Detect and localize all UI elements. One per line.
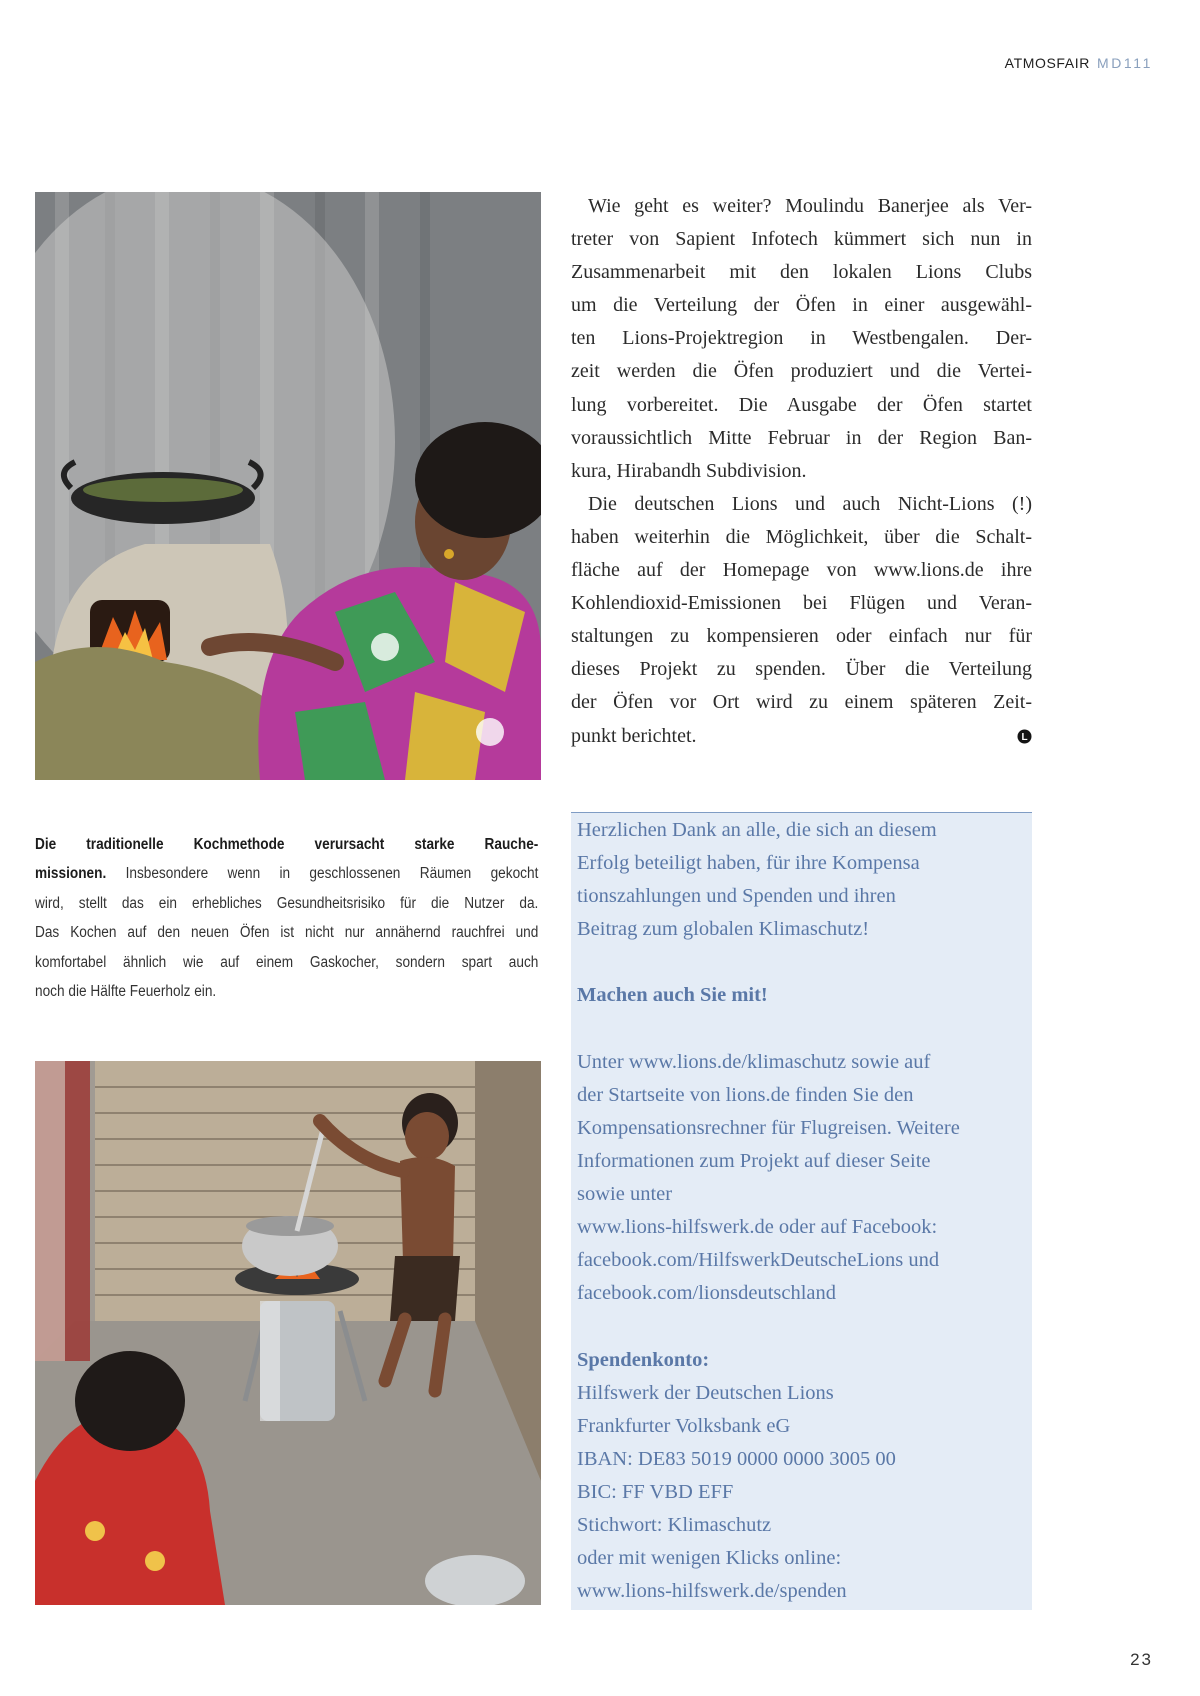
donation-info-box: [571, 812, 1032, 1610]
caption-text: wird, stellt das ein erhebliches Gesundheitsrisiko für die Nutzer da.: [35, 894, 539, 912]
info-line: Unter www.lions.de/klimaschutz sowie auf: [577, 1050, 931, 1073]
caption-text: noch die Hälfte Feuerholz ein.: [35, 982, 217, 1000]
svg-text:L: L: [1021, 731, 1028, 743]
caption-line: [35, 918, 538, 947]
caption-bold: missionen.: [35, 865, 107, 883]
account-line: Frankfurter Volksbank eG: [577, 1414, 791, 1437]
info-line: facebook.com/HilfswerkDeutscheLions und: [577, 1249, 940, 1272]
call-to-action: Machen auch Sie mit!: [577, 984, 768, 1007]
body-line: haben weiterhin die Möglichkeit, über die Schalt-: [571, 525, 1032, 548]
account-line: oder mit wenigen Klicks online:: [577, 1547, 842, 1570]
spacer: [577, 1310, 1032, 1343]
body-line: punkt berichtet.: [571, 724, 697, 747]
body-line: Kohlendioxid-Emissionen bei Flügen und Veran-: [571, 592, 1032, 615]
thanks-line: Beitrag zum globalen Klimaschutz!: [577, 918, 870, 941]
body-line: fläche auf der Homepage von www.lions.de ihre: [571, 559, 1032, 582]
running-header: [1005, 54, 1153, 72]
body-line: der Öfen vor Ort wird zu einem späteren Zeit-: [571, 691, 1032, 714]
info-line: Informationen zum Projekt auf dieser Seite: [577, 1149, 931, 1172]
photo-caption: [35, 830, 538, 1006]
account-line: IBAN: DE83 5019 0000 0000 3005 00: [577, 1447, 896, 1470]
body-line: ten Lions-Projektregion in Westbengalen. Der-: [571, 327, 1032, 350]
account-line: Stichwort: Klimaschutz: [577, 1513, 772, 1536]
account-line: BIC: FF VBD EFF: [577, 1480, 734, 1503]
body-line: dieses Projekt zu spenden. Über die Verteilung: [571, 658, 1032, 681]
body-line: treter von Sapient Infotech kümmert sich nun in: [571, 228, 1032, 251]
spacer: [577, 946, 1032, 979]
body-paragraph-2: [571, 488, 1032, 753]
thanks-line: Erfolg beteiligt haben, für ihre Kompensa: [577, 852, 920, 875]
info-line: www.lions-hilfswerk.de oder auf Facebook:: [577, 1216, 938, 1239]
caption-text: Das Kochen auf den neuen Öfen ist nicht nur annähernd rauchfrei und: [35, 924, 539, 942]
body-line: Wie geht es weiter? Moulindu Banerjee als Ver-: [588, 195, 1032, 217]
caption-bold: Die traditionelle Kochmethode verursacht starke Rauche-: [35, 836, 539, 853]
lions-endmark-icon: [1017, 729, 1032, 744]
thanks-line: Herzlichen Dank an alle, die sich an diesem: [577, 819, 937, 841]
body-last-line: [571, 720, 1032, 753]
body-line: Die deutschen Lions und auch Nicht-Lions (!): [588, 492, 1032, 515]
spacer: [577, 1013, 1032, 1046]
caption-line: [35, 948, 538, 977]
body-line: voraussichtlich Mitte Februar in der Region Ban-: [571, 426, 1032, 449]
page-number: 23: [1130, 1650, 1153, 1669]
account-line: www.lions-hilfswerk.de/spenden: [577, 1580, 847, 1603]
account-label: Spendenkonto:: [577, 1348, 710, 1371]
caption-text: Insbesondere wenn in geschlossenen Räumen gekocht: [106, 865, 539, 883]
info-line: der Startseite von lions.de finden Sie den: [577, 1083, 914, 1106]
info-line: facebook.com/lionsdeutschland: [577, 1282, 837, 1305]
issue-code: MD111: [1096, 55, 1153, 71]
caption-text: komfortabel ähnlich wie auf einem Gaskocher, sondern spart auch: [35, 953, 539, 971]
caption-line: [35, 889, 538, 918]
publisher-label: ATMOSFAIR: [1004, 55, 1090, 71]
metal-bowl: [425, 1555, 525, 1605]
body-paragraph-1: [571, 190, 1032, 488]
body-line: um die Verteilung der Öfen in einer ausgewähl-: [571, 294, 1032, 317]
info-line: Kompensationsrechner für Flugreisen. Weitere: [577, 1116, 960, 1139]
body-line: lung vorbereitet. Die Ausgabe der Öfen startet: [571, 393, 1032, 416]
traditional-stove-photo: [35, 192, 541, 780]
info-line: sowie unter: [577, 1183, 673, 1206]
body-line: staltungen zu kompensieren oder einfach nur für: [571, 625, 1032, 648]
body-line: zeit werden die Öfen produziert und die Vertei-: [571, 360, 1032, 383]
body-line: kura, Hirabandh Subdivision.: [571, 459, 807, 482]
caption-line: [35, 977, 538, 1006]
account-line: Hilfswerk der Deutschen Lions: [577, 1381, 834, 1404]
caption-line: [35, 859, 538, 888]
body-line: Zusammenarbeit mit den lokalen Lions Clubs: [571, 261, 1032, 284]
thanks-line: tionszahlungen und Spenden und ihren: [577, 885, 896, 908]
new-stove-photo: [35, 1061, 541, 1605]
article-body: [571, 190, 1032, 753]
caption-line: [35, 830, 538, 859]
